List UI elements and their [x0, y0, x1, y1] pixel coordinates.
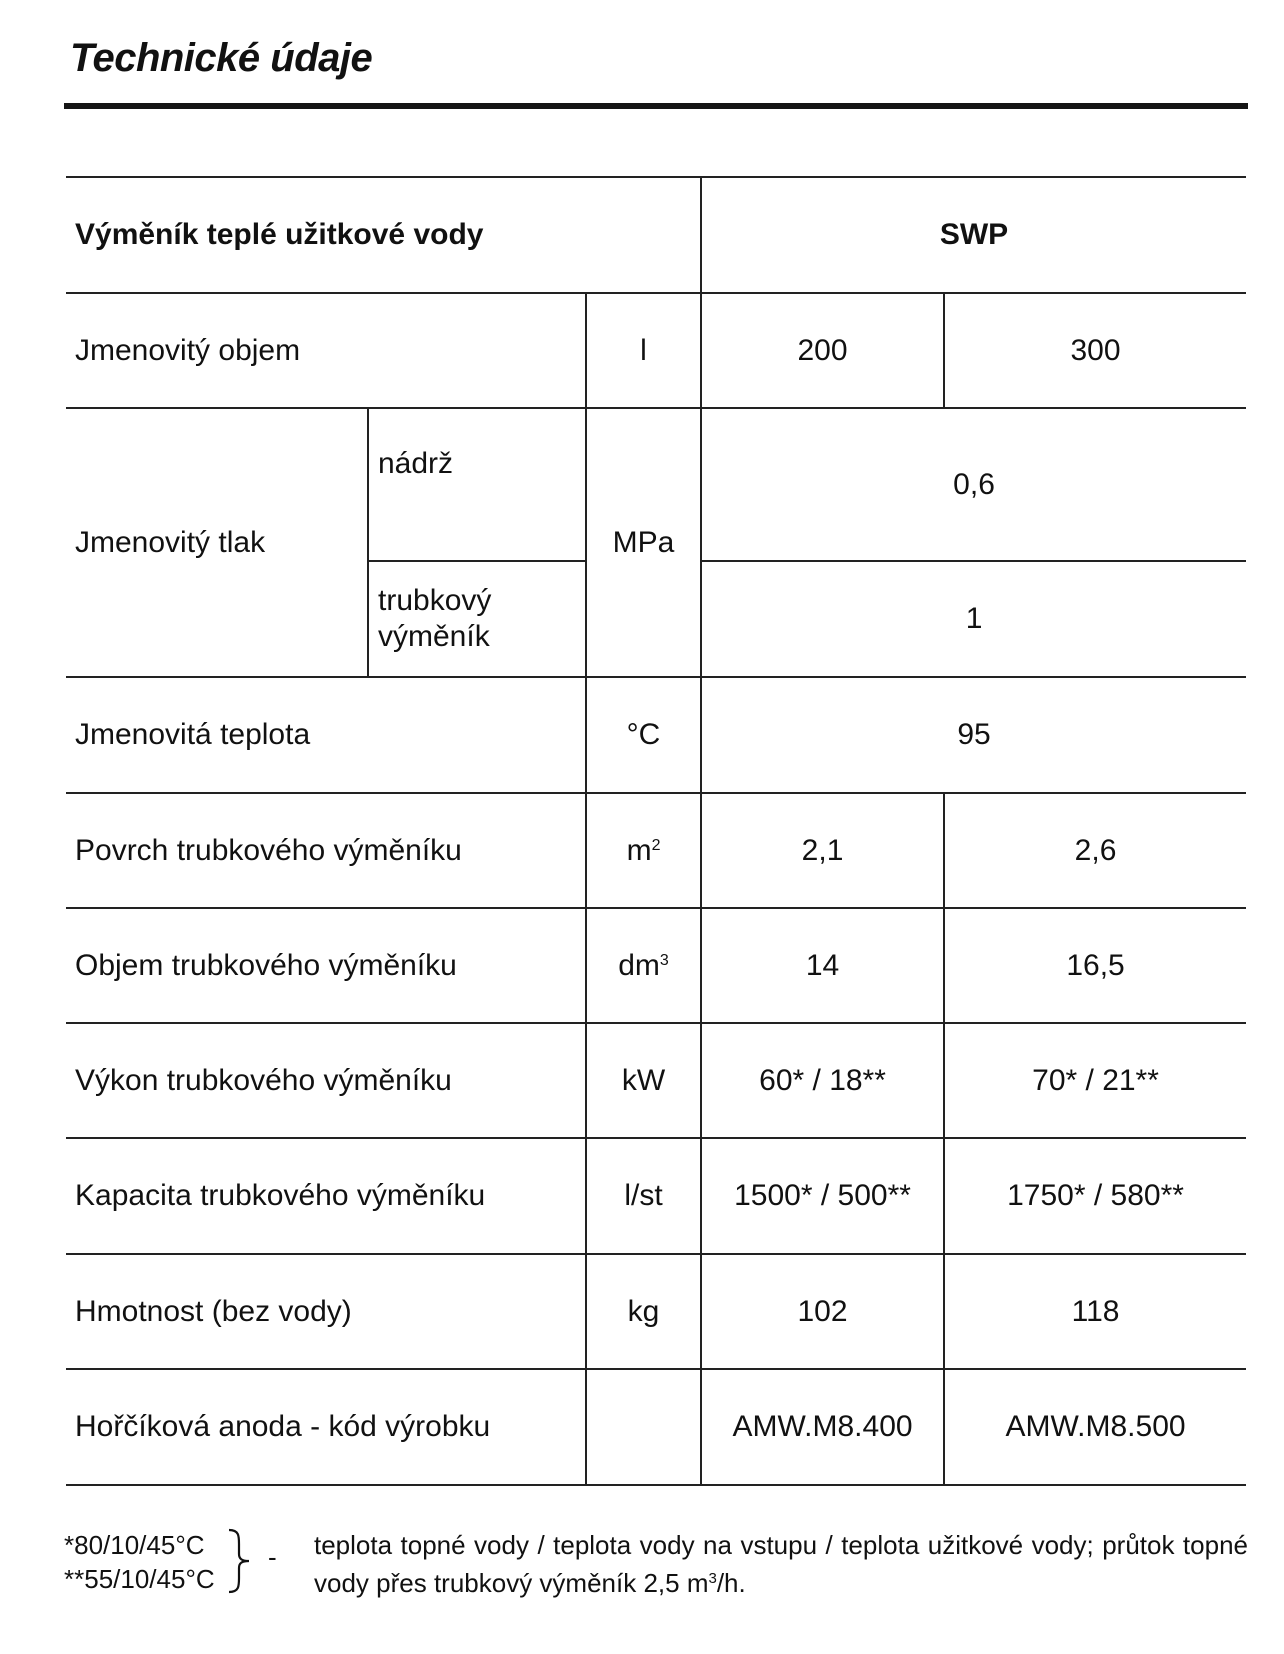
value-300: 300 — [944, 293, 1246, 408]
row-unit — [586, 908, 701, 1023]
subrow-label-exchanger — [368, 561, 586, 677]
value-300: AMW.M8.500 — [944, 1369, 1246, 1485]
footnote-key: *80/10/45°C — [64, 1530, 205, 1560]
value-300: 16,5 — [944, 908, 1246, 1023]
table-row-capacity — [66, 1138, 1246, 1254]
footnote-text — [314, 1528, 1248, 1600]
row-label: Výkon trubkového výměníku — [66, 1023, 586, 1138]
value-200: 60* / 18** — [701, 1023, 944, 1138]
footnote-keys — [64, 1528, 234, 1596]
footnote-dash: - — [268, 1542, 277, 1572]
header-model: SWP — [701, 177, 1246, 293]
value-temperature: 95 — [701, 677, 1246, 793]
row-unit: kW — [586, 1023, 701, 1138]
curly-brace-icon — [225, 1528, 255, 1594]
table-row-anode — [66, 1369, 1246, 1485]
row-label: Kapacita trubkového výměníku — [66, 1138, 586, 1254]
value-200: 2,1 — [701, 793, 944, 908]
table-row-surface — [66, 793, 1246, 908]
table-row-power — [66, 1023, 1246, 1138]
spec-table — [66, 176, 1246, 1486]
subrow-label-line: trubkový — [378, 584, 492, 617]
value-300: 1750* / 580** — [944, 1138, 1246, 1254]
title-divider — [64, 103, 1248, 109]
footnotes — [64, 1528, 1248, 1608]
row-label: Jmenovitý objem — [66, 293, 586, 408]
row-unit: MPa — [586, 408, 701, 677]
value-300: 70* / 21** — [944, 1023, 1246, 1138]
footnote-text-part: teplota topné vody / teplota vody na vstupu / teplota užitkové vody; průtok topné vody přes trubkový výměník 2,5 m — [314, 1530, 1248, 1598]
row-label: Jmenovitý tlak — [66, 408, 368, 677]
row-unit: kg — [586, 1254, 701, 1369]
table-row-temperature — [66, 677, 1246, 793]
row-unit: l — [586, 293, 701, 408]
row-label: Povrch trubkového výměníku — [66, 793, 586, 908]
row-unit — [586, 1369, 701, 1485]
value-200: 200 — [701, 293, 944, 408]
unit-exponent: 3 — [659, 951, 669, 969]
row-label: Objem trubkového výměníku — [66, 908, 586, 1023]
value-tank-pressure: 0,6 — [701, 408, 1246, 561]
value-300: 2,6 — [944, 793, 1246, 908]
row-label: Hmotnost (bez vody) — [66, 1254, 586, 1369]
page-title: Technické údaje — [70, 36, 373, 80]
value-200: 14 — [701, 908, 944, 1023]
unit-base: m — [626, 833, 652, 867]
value-300: 118 — [944, 1254, 1246, 1369]
value-200: 102 — [701, 1254, 944, 1369]
value-exchanger-pressure: 1 — [701, 561, 1246, 677]
footnote-text-exponent: 3 — [708, 1570, 717, 1587]
row-label: Jmenovitá teplota — [66, 677, 586, 793]
row-unit: l/st — [586, 1138, 701, 1254]
footnote-key: **55/10/45°C — [64, 1564, 215, 1594]
footnote-text-part: /h. — [716, 1568, 746, 1598]
unit-base: dm — [618, 948, 660, 982]
table-header-row — [66, 177, 1246, 293]
header-label: Výměník teplé užitkové vody — [66, 177, 701, 293]
table-row-weight — [66, 1254, 1246, 1369]
value-200: AMW.M8.400 — [701, 1369, 944, 1485]
table-row-pressure-tank — [66, 408, 1246, 561]
unit-exponent: 2 — [651, 836, 661, 854]
row-label: Hořčíková anoda - kód výrobku — [66, 1369, 586, 1485]
value-200: 1500* / 500** — [701, 1138, 944, 1254]
subrow-label-tank: nádrž — [368, 408, 586, 561]
subrow-label-line: výměník — [378, 620, 490, 653]
row-unit — [586, 793, 701, 908]
table-row-volume — [66, 293, 1246, 408]
row-unit: °C — [586, 677, 701, 793]
table-row-exchanger-volume — [66, 908, 1246, 1023]
